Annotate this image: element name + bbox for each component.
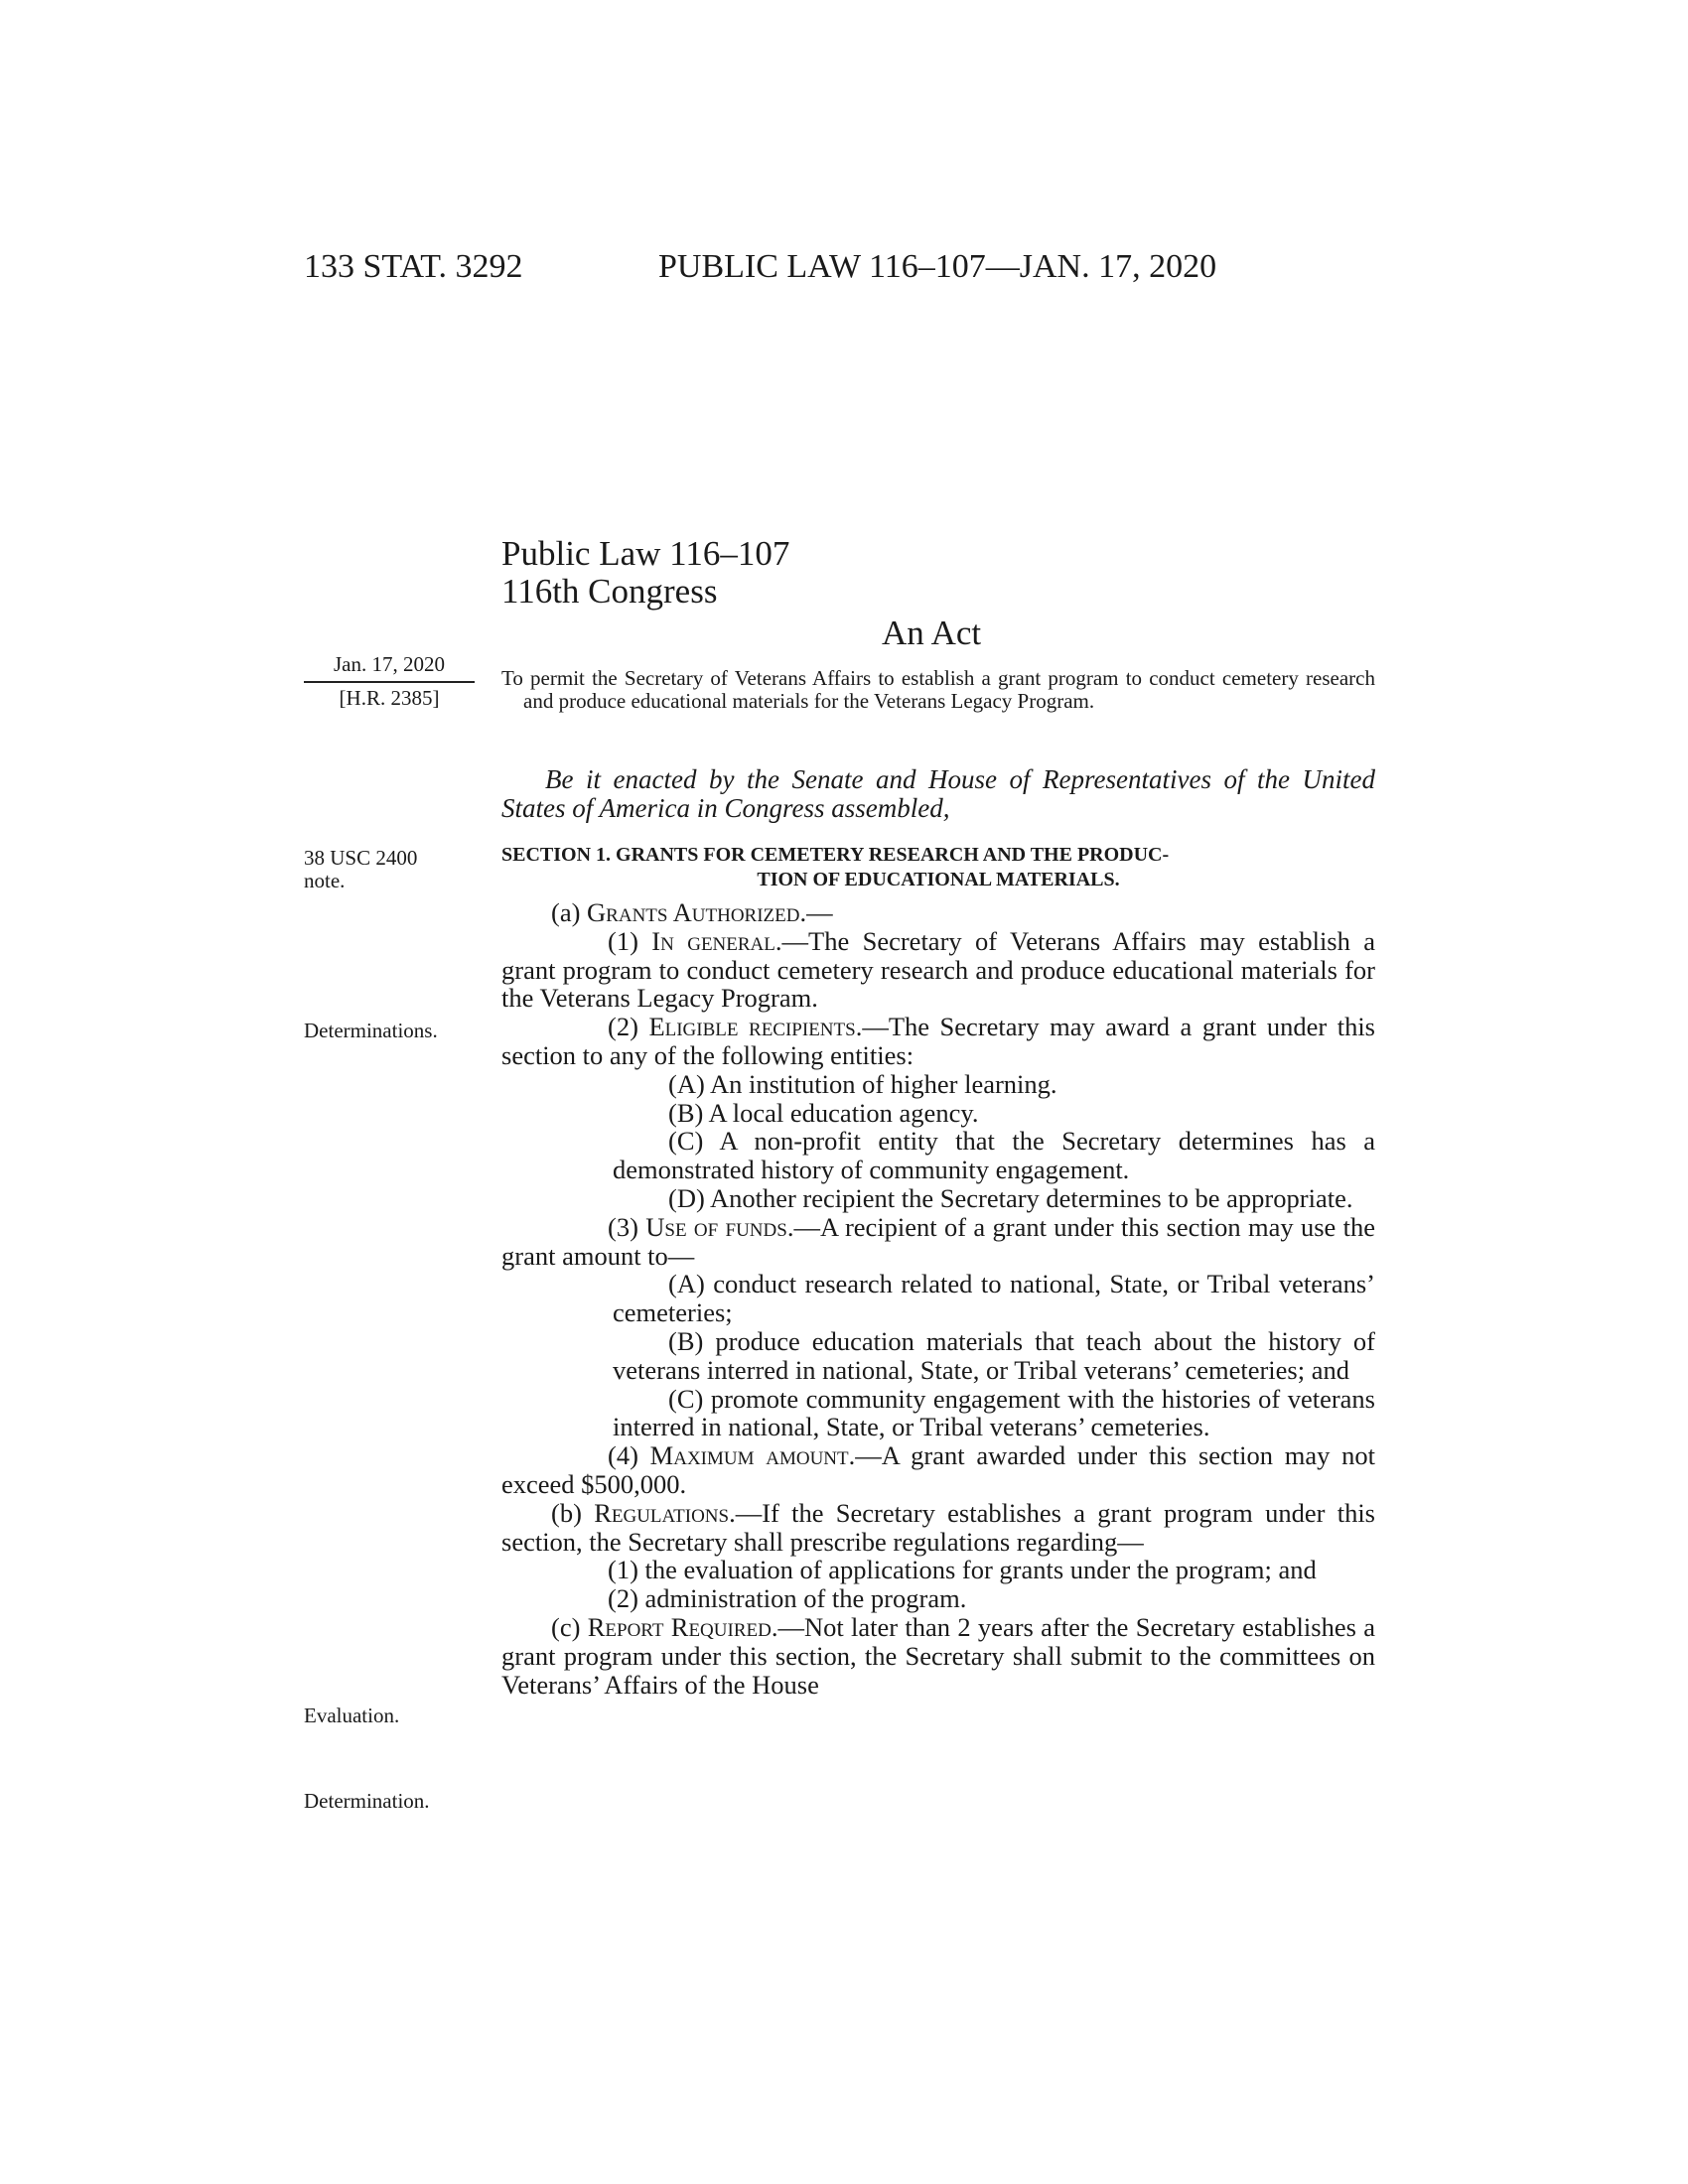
item-a2-A: (A) An institution of higher learning. <box>668 1068 1057 1099</box>
item-a3-C: (C) promote community engagement with the histories of veterans interred in national, State, or Tribal veterans’ cemeteries. <box>613 1383 1375 1442</box>
act-purpose: To permit the Secretary of Veterans Affairs to establish a grant program to conduct cemetery research and produce educational materials for the Veterans Legacy Program. <box>501 666 1375 713</box>
item-a2-D: (D) Another recipient the Secretary determines to be appropriate. <box>668 1182 1353 1213</box>
sidebar-date: Jan. 17, 2020 <box>334 652 445 676</box>
item-a2-C: (C) A non-profit entity that the Secretary determines has a demonstrated history of community engagement. <box>613 1126 1375 1185</box>
section-heading <box>501 843 1375 892</box>
paragraph-a2: (2) Eligible recipients.—The Secretary may award a grant under this section to any of the following entities: <box>501 1012 1375 1070</box>
sidebar-rule <box>304 681 475 683</box>
act-title: An Act <box>882 614 982 652</box>
item-a3-A: (A) conduct research related to national, State, or Tribal veterans’ cemeteries; <box>613 1269 1375 1328</box>
sidebar-note-determination: Determination. <box>304 1789 430 1813</box>
paragraph-a3: (3) Use of funds.—A recipient of a grant under this section may use the grant amount to— <box>501 1211 1375 1271</box>
item-a2-B: (B) A local education agency. <box>668 1097 979 1128</box>
subsection-c: (c) Report Required.—Not later than 2 years after the Secretary establishes a grant program under this section, the Secretary shall submit to the committees on Veterans’ Affairs of the House <box>501 1611 1375 1700</box>
sidebar-note-evaluation: Evaluation. <box>304 1704 400 1727</box>
enacting-clause: Be it enacted by the Senate and House of Representatives of the United States of America in Congress assembled, <box>501 764 1375 823</box>
paragraph-a1: (1) In general.—The Secretary of Veterans Affairs may establish a grant program to conduct cemetery research and produce educational materials for the Veterans Legacy Program. <box>501 925 1376 1014</box>
subsection-a: (a) Grants Authorized.— <box>551 897 833 927</box>
running-title: PUBLIC LAW 116–107—JAN. 17, 2020 <box>658 248 1217 285</box>
page-number: 133 STAT. 3292 <box>304 248 523 285</box>
sidebar-bill-number: [H.R. 2385] <box>339 686 440 710</box>
sidebar-citation: 38 USC 2400 note. <box>304 846 418 892</box>
congress-number: 116th Congress <box>501 572 718 611</box>
paragraph-b2: (2) administration of the program. <box>608 1583 967 1614</box>
paragraph-a4: (4) Maximum amount.—A grant awarded under this section may not exceed $500,000. <box>501 1440 1376 1499</box>
sidebar-note-determinations: Determinations. <box>304 1019 438 1042</box>
subsection-b: (b) Regulations.—If the Secretary establishes a grant program under this section, the Secretary shall prescribe regulations regarding— <box>501 1497 1375 1557</box>
paragraph-b1: (1) the evaluation of applications for grants under the program; and <box>608 1555 1317 1585</box>
item-a3-B: (B) produce education materials that teach about the history of veterans interred in national, State, or Tribal veterans’ cemeteries; and <box>613 1325 1375 1385</box>
section-body <box>501 898 1375 1699</box>
section-heading-line1: SECTION 1. GRANTS FOR CEMETERY RESEARCH AND THE PRODUC- <box>501 844 1170 866</box>
section-heading-line2: TION OF EDUCATIONAL MATERIALS. <box>757 869 1120 890</box>
law-number: Public Law 116–107 <box>501 534 790 573</box>
